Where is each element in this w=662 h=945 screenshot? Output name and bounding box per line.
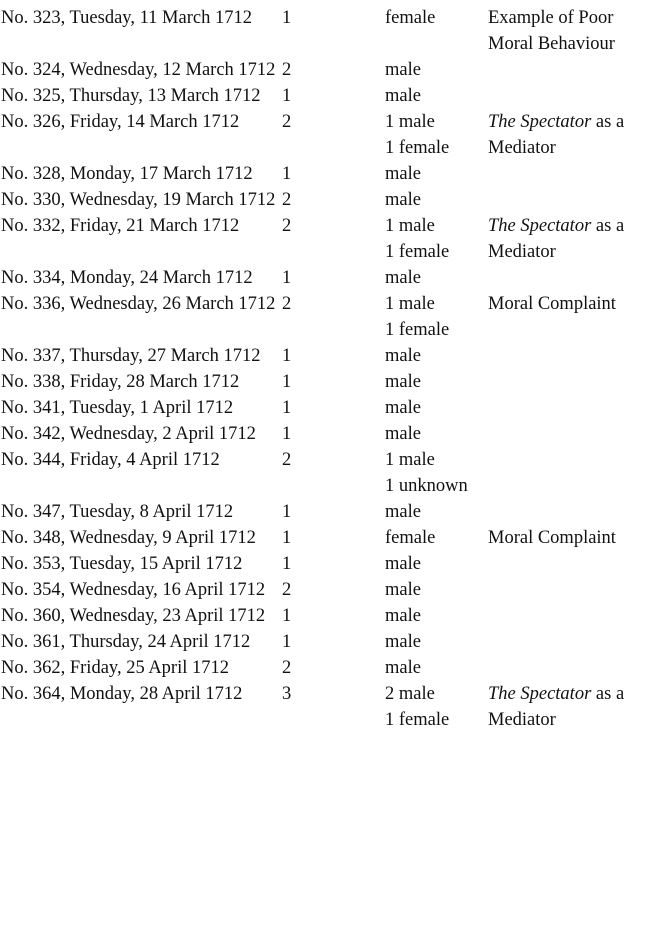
theme-title-italic: The Spectator [488, 684, 592, 704]
theme-title-italic: The Spectator [488, 216, 592, 236]
issue-cell: No. 360, Wednesday, 23 April 1712 [1, 606, 266, 626]
table-row [0, 551, 662, 577]
gender-cell [385, 577, 488, 603]
gender-cell [385, 395, 488, 421]
gender-cell [385, 213, 488, 265]
theme-cell [488, 5, 662, 57]
gender-cell [385, 681, 488, 733]
letter-count-cell: 1 [282, 86, 292, 106]
gender-entry: male [385, 658, 421, 678]
gender-cell [385, 187, 488, 213]
gender-entry: male [385, 632, 421, 652]
table-row [0, 655, 662, 681]
issue-cell: No. 342, Wednesday, 2 April 1712 [1, 424, 256, 444]
issue-cell: No. 361, Thursday, 24 April 1712 [1, 632, 251, 652]
issue-cell: No. 362, Friday, 25 April 1712 [1, 658, 229, 678]
letter-count-cell: 2 [282, 294, 292, 314]
table-row [0, 83, 662, 109]
letter-count-cell: 1 [282, 372, 292, 392]
letter-count-cell: 1 [282, 632, 292, 652]
gender-cell [385, 447, 488, 499]
letter-count-cell: 1 [282, 528, 292, 548]
table-row [0, 343, 662, 369]
table-row [0, 421, 662, 447]
gender-entry: male [385, 60, 421, 80]
letter-count-cell: 1 [282, 268, 292, 288]
theme-cell [488, 525, 662, 551]
gender-cell [385, 603, 488, 629]
gender-cell [385, 369, 488, 395]
theme-cell [488, 291, 662, 317]
table-row [0, 187, 662, 213]
letter-count-cell: 1 [282, 606, 292, 626]
table-row [0, 577, 662, 603]
letter-count-cell: 2 [282, 450, 292, 470]
letter-count-cell: 2 [282, 658, 292, 678]
letter-count-cell: 1 [282, 398, 292, 418]
gender-cell [385, 551, 488, 577]
gender-cell [385, 525, 488, 551]
table-row [0, 5, 662, 57]
theme-text: as a Mediator [488, 684, 625, 730]
issue-cell: No. 344, Friday, 4 April 1712 [1, 450, 220, 470]
issue-cell: No. 336, Wednesday, 26 March 1712 [1, 294, 276, 314]
theme-text: as a Mediator [488, 112, 625, 158]
issue-cell: No. 323, Tuesday, 11 March 1712 [1, 8, 252, 28]
gender-entry: male [385, 424, 421, 444]
issue-cell: No. 354, Wednesday, 16 April 1712 [1, 580, 266, 600]
gender-cell [385, 83, 488, 109]
gender-entry: male [385, 606, 421, 626]
theme-cell [488, 109, 662, 161]
gender-entry: female [385, 528, 436, 548]
table-row [0, 603, 662, 629]
gender-entry: male [385, 346, 421, 366]
table-row [0, 499, 662, 525]
issue-cell: No. 364, Monday, 28 April 1712 [1, 684, 243, 704]
table-row [0, 213, 662, 265]
gender-cell [385, 265, 488, 291]
theme-cell [488, 681, 662, 733]
gender-entry: male [385, 268, 421, 288]
table-row [0, 629, 662, 655]
letter-count-cell: 2 [282, 60, 292, 80]
table-row [0, 265, 662, 291]
table-row [0, 525, 662, 551]
theme-cell [488, 213, 662, 265]
gender-cell [385, 57, 488, 83]
issue-cell: No. 328, Monday, 17 March 1712 [1, 164, 253, 184]
gender-entry: 2 male [385, 684, 435, 704]
theme-text: Moral Complaint [488, 294, 616, 314]
letter-count-cell: 2 [282, 190, 292, 210]
theme-text: Example of Poor Moral Behaviour [488, 8, 615, 54]
gender-entry: male [385, 372, 421, 392]
table-row [0, 291, 662, 343]
letter-count-cell: 2 [282, 112, 292, 132]
issue-cell: No. 337, Thursday, 27 March 1712 [1, 346, 261, 366]
issue-cell: No. 330, Wednesday, 19 March 1712 [1, 190, 276, 210]
gender-cell [385, 161, 488, 187]
gender-entry: 1 unknown [385, 476, 468, 496]
issue-cell: No. 324, Wednesday, 12 March 1712 [1, 60, 276, 80]
gender-entry: 1 female [385, 138, 450, 158]
letter-count-cell: 1 [282, 164, 292, 184]
gender-cell [385, 421, 488, 447]
gender-entry: male [385, 164, 421, 184]
issue-cell: No. 338, Friday, 28 March 1712 [1, 372, 240, 392]
gender-entry: male [385, 86, 421, 106]
letter-count-cell: 1 [282, 8, 292, 28]
gender-cell [385, 499, 488, 525]
letter-count-cell: 3 [282, 684, 292, 704]
theme-title-italic: The Spectator [488, 112, 592, 132]
table-row [0, 395, 662, 421]
table-row [0, 369, 662, 395]
gender-cell [385, 5, 488, 31]
issue-cell: No. 341, Tuesday, 1 April 1712 [1, 398, 234, 418]
issue-cell: No. 347, Tuesday, 8 April 1712 [1, 502, 234, 522]
gender-entry: male [385, 502, 421, 522]
letter-count-cell: 1 [282, 502, 292, 522]
gender-entry: 1 female [385, 242, 450, 262]
table-row [0, 109, 662, 161]
gender-cell [385, 291, 488, 343]
letter-count-cell: 1 [282, 554, 292, 574]
gender-entry: male [385, 190, 421, 210]
theme-text: as a Mediator [488, 216, 625, 262]
gender-entry: female [385, 8, 436, 28]
letter-count-cell: 2 [282, 216, 292, 236]
gender-cell [385, 343, 488, 369]
issue-cell: No. 325, Thursday, 13 March 1712 [1, 86, 261, 106]
gender-entry: male [385, 398, 421, 418]
gender-entry: male [385, 580, 421, 600]
gender-cell [385, 655, 488, 681]
gender-cell [385, 629, 488, 655]
issue-cell: No. 334, Monday, 24 March 1712 [1, 268, 253, 288]
issue-cell: No. 332, Friday, 21 March 1712 [1, 216, 240, 236]
gender-entry: 1 male [385, 294, 435, 314]
table-row [0, 57, 662, 83]
letter-count-cell: 1 [282, 346, 292, 366]
issue-cell: No. 348, Wednesday, 9 April 1712 [1, 528, 256, 548]
table-row [0, 681, 662, 733]
issue-cell: No. 353, Tuesday, 15 April 1712 [1, 554, 243, 574]
table-row [0, 161, 662, 187]
gender-entry: 1 male [385, 450, 435, 470]
gender-entry: 1 female [385, 710, 450, 730]
gender-entry: 1 male [385, 216, 435, 236]
gender-entry: male [385, 554, 421, 574]
gender-cell [385, 109, 488, 161]
gender-entry: 1 female [385, 320, 450, 340]
theme-text: Moral Complaint [488, 528, 616, 548]
gender-entry: 1 male [385, 112, 435, 132]
issue-cell: No. 326, Friday, 14 March 1712 [1, 112, 240, 132]
letter-count-cell: 1 [282, 424, 292, 444]
table-row [0, 447, 662, 499]
letter-count-cell: 2 [282, 580, 292, 600]
